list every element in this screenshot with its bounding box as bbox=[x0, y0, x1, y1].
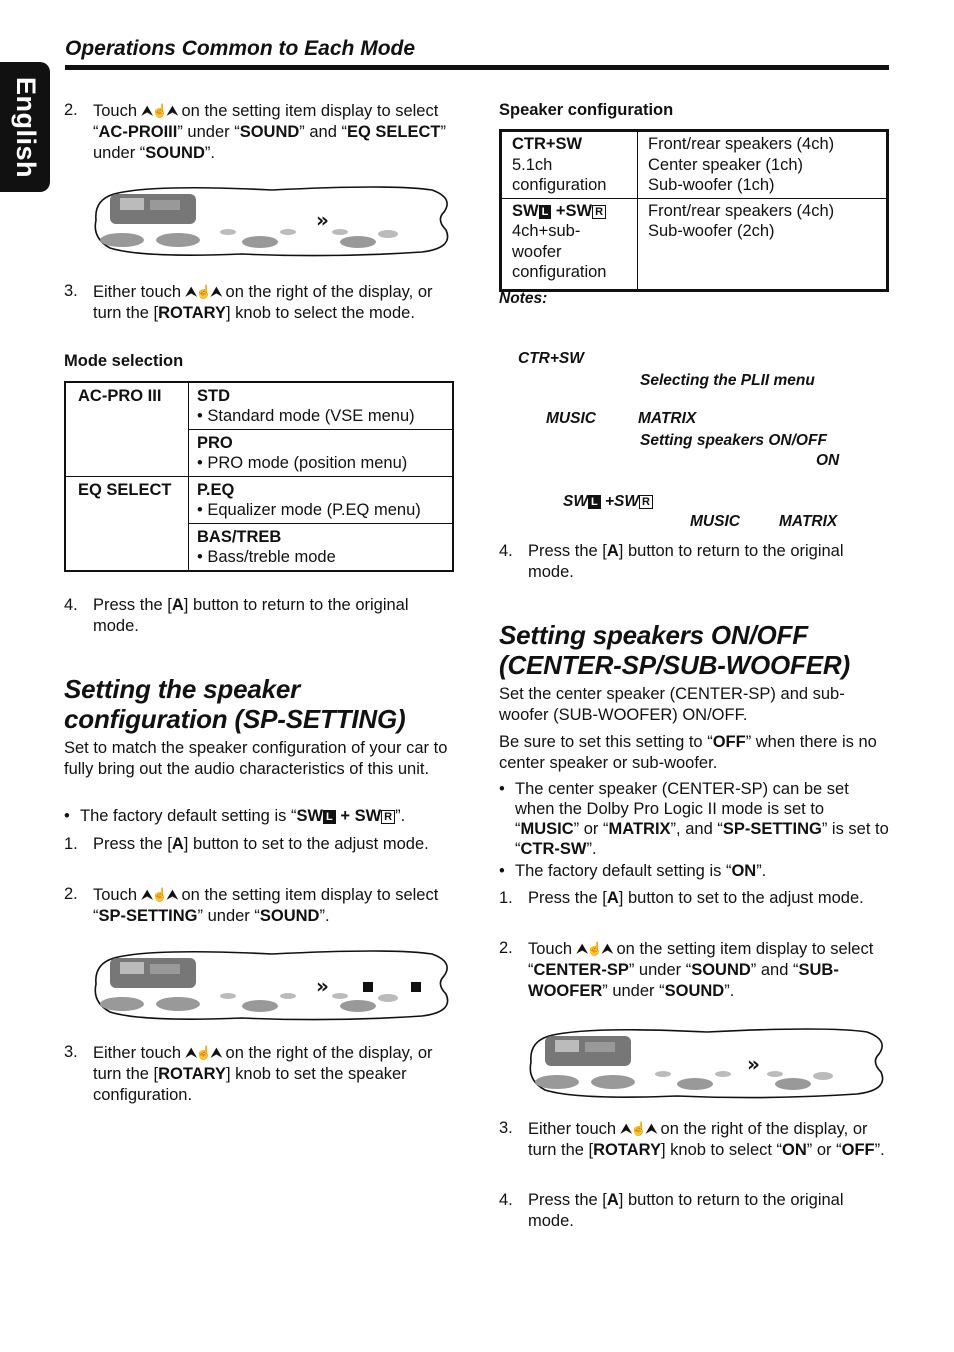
display-arrow-icon: » bbox=[747, 1052, 760, 1076]
touch-arrows-icon[interactable]: ⮝☝⮝ bbox=[620, 1121, 656, 1136]
lcd-display-illustration-sp bbox=[92, 946, 452, 1022]
mode-std: STD • Standard mode (VSE menu) bbox=[189, 382, 454, 430]
touch-arrows-icon[interactable]: ⮝☝⮝ bbox=[185, 284, 221, 299]
language-tab bbox=[0, 62, 50, 192]
speaker-configuration-table bbox=[499, 129, 889, 292]
speaker-configuration-title: Speaker configuration bbox=[499, 101, 674, 119]
speakers-bullet-center: • The center speaker (CENTER-SP) can be set when the Dolby Pro Logic II mode is set to “MUSIC” or “MATRIX”, and “SP-SETTING” is set to “CTR-SW”. bbox=[499, 780, 889, 858]
config-ctr-sw: CTR+SW 5.1ch configuration bbox=[501, 131, 638, 199]
right-step-4-return: 4. Press the [A] button to return to the original mode. bbox=[499, 542, 844, 581]
step-4-return: 4. Press the [A] button to return to the original mode. bbox=[64, 596, 409, 635]
section-header: Operations Common to Each Mode bbox=[65, 38, 889, 70]
sp-setting-intro: Set to match the speaker configuration of your car to fully bring out the audio characteristics of this unit. bbox=[64, 739, 448, 778]
touch-arrows-icon[interactable]: ⮝☝⮝ bbox=[185, 1045, 221, 1060]
mode-group-eq-select: EQ SELECT bbox=[65, 477, 189, 572]
mode-pro: PRO • PRO mode (position menu) bbox=[189, 430, 454, 477]
config-sw-lr-desc: Front/rear speakers (4ch) Sub-woofer (2ch) bbox=[638, 198, 888, 290]
note-matrix: MATRIX bbox=[638, 410, 697, 427]
note-matrix-2: MATRIX bbox=[779, 513, 838, 530]
display-arrow-icon: » bbox=[316, 974, 329, 998]
step-3-select-mode: 3. Either touch ⮝☝⮝ on the right of the display, or turn the [ROTARY] knob to select the mode. bbox=[64, 282, 433, 322]
language-tab-label: English bbox=[10, 76, 41, 178]
heading-speakers-onoff: Setting speakers ON/OFF (CENTER-SP/SUB-WOOFER) bbox=[499, 620, 850, 680]
touch-arrows-icon[interactable]: ⮝☝⮝ bbox=[576, 941, 612, 956]
config-sw-lr: SW L +SW R 4ch+sub-woofer configuration bbox=[501, 198, 638, 290]
note-plii-menu: Selecting the PLII menu bbox=[640, 372, 815, 389]
heading-sp-setting: Setting the speaker configuration (SP-SETTING) bbox=[64, 674, 406, 734]
mode-selection-table bbox=[64, 381, 454, 572]
onoff-step-3: 3. Either touch ⮝☝⮝ on the right of the display, or turn the [ROTARY] knob to select “ON” or “OFF”. bbox=[499, 1119, 885, 1159]
sp-step-3: 3. Either touch ⮝☝⮝ on the right of the display, or turn the [ROTARY] knob to set the speaker configuration. bbox=[64, 1043, 433, 1104]
onoff-step-2: 2. Touch ⮝☝⮝ on the setting item display to select “CENTER-SP” under “SOUND” and “SUB-WOOFER” under “SOUND”. bbox=[499, 939, 874, 1000]
mode-selection-title: Mode selection bbox=[64, 352, 184, 370]
mode-group-ac-pro: AC-PRO III bbox=[65, 382, 189, 477]
lcd-display-illustration-onoff bbox=[527, 1024, 887, 1100]
sp-step-1: 1. Press the [A] button to set to the adjust mode. bbox=[64, 835, 429, 853]
lcd-display-illustration bbox=[92, 182, 452, 258]
notes-title: Notes: bbox=[499, 290, 548, 307]
display-arrow-icon: » bbox=[316, 208, 329, 232]
mode-peq: P.EQ • Equalizer mode (P.EQ menu) bbox=[189, 477, 454, 524]
step-2-ac-pro: 2. Touch ⮝☝⮝ on the setting item display to select “AC-PROIII” under “SOUND” and “EQ SELECT” under “SOUND”. bbox=[64, 101, 446, 162]
sp-setting-default-bullet: • The factory default setting is “SW L + SW R ”. bbox=[64, 807, 406, 825]
note-speakers-onoff: Setting speakers ON/OFF bbox=[640, 432, 827, 449]
speakers-bullet-default: • The factory default setting is “ON”. bbox=[499, 862, 767, 880]
touch-arrows-icon[interactable]: ⮝☝⮝ bbox=[141, 887, 177, 902]
touch-arrows-icon[interactable]: ⮝☝⮝ bbox=[141, 103, 177, 118]
mode-bas-treb: BAS/TREB • Bass/treble mode bbox=[189, 524, 454, 572]
note-ctr-sw: CTR+SW bbox=[518, 350, 584, 367]
note-music-2: MUSIC bbox=[690, 513, 740, 530]
config-ctr-sw-desc: Front/rear speakers (4ch) Center speaker (1ch) Sub-woofer (1ch) bbox=[638, 131, 888, 199]
note-sw-lr: SW L +SW R bbox=[563, 491, 653, 512]
speakers-onoff-p2: Be sure to set this setting to “OFF” when there is no center speaker or sub-woofer. bbox=[499, 733, 877, 772]
note-music: MUSIC bbox=[546, 410, 596, 427]
note-on: ON bbox=[816, 452, 840, 469]
sp-step-2: 2. Touch ⮝☝⮝ on the setting item display to select “SP-SETTING” under “SOUND”. bbox=[64, 885, 439, 925]
speakers-onoff-p1: Set the center speaker (CENTER-SP) and sub-woofer (SUB-WOOFER) ON/OFF. bbox=[499, 685, 845, 724]
onoff-step-4: 4. Press the [A] button to return to the original mode. bbox=[499, 1191, 844, 1230]
step-number: 2. bbox=[64, 101, 78, 119]
onoff-step-1: 1. Press the [A] button to set to the adjust mode. bbox=[499, 889, 864, 907]
